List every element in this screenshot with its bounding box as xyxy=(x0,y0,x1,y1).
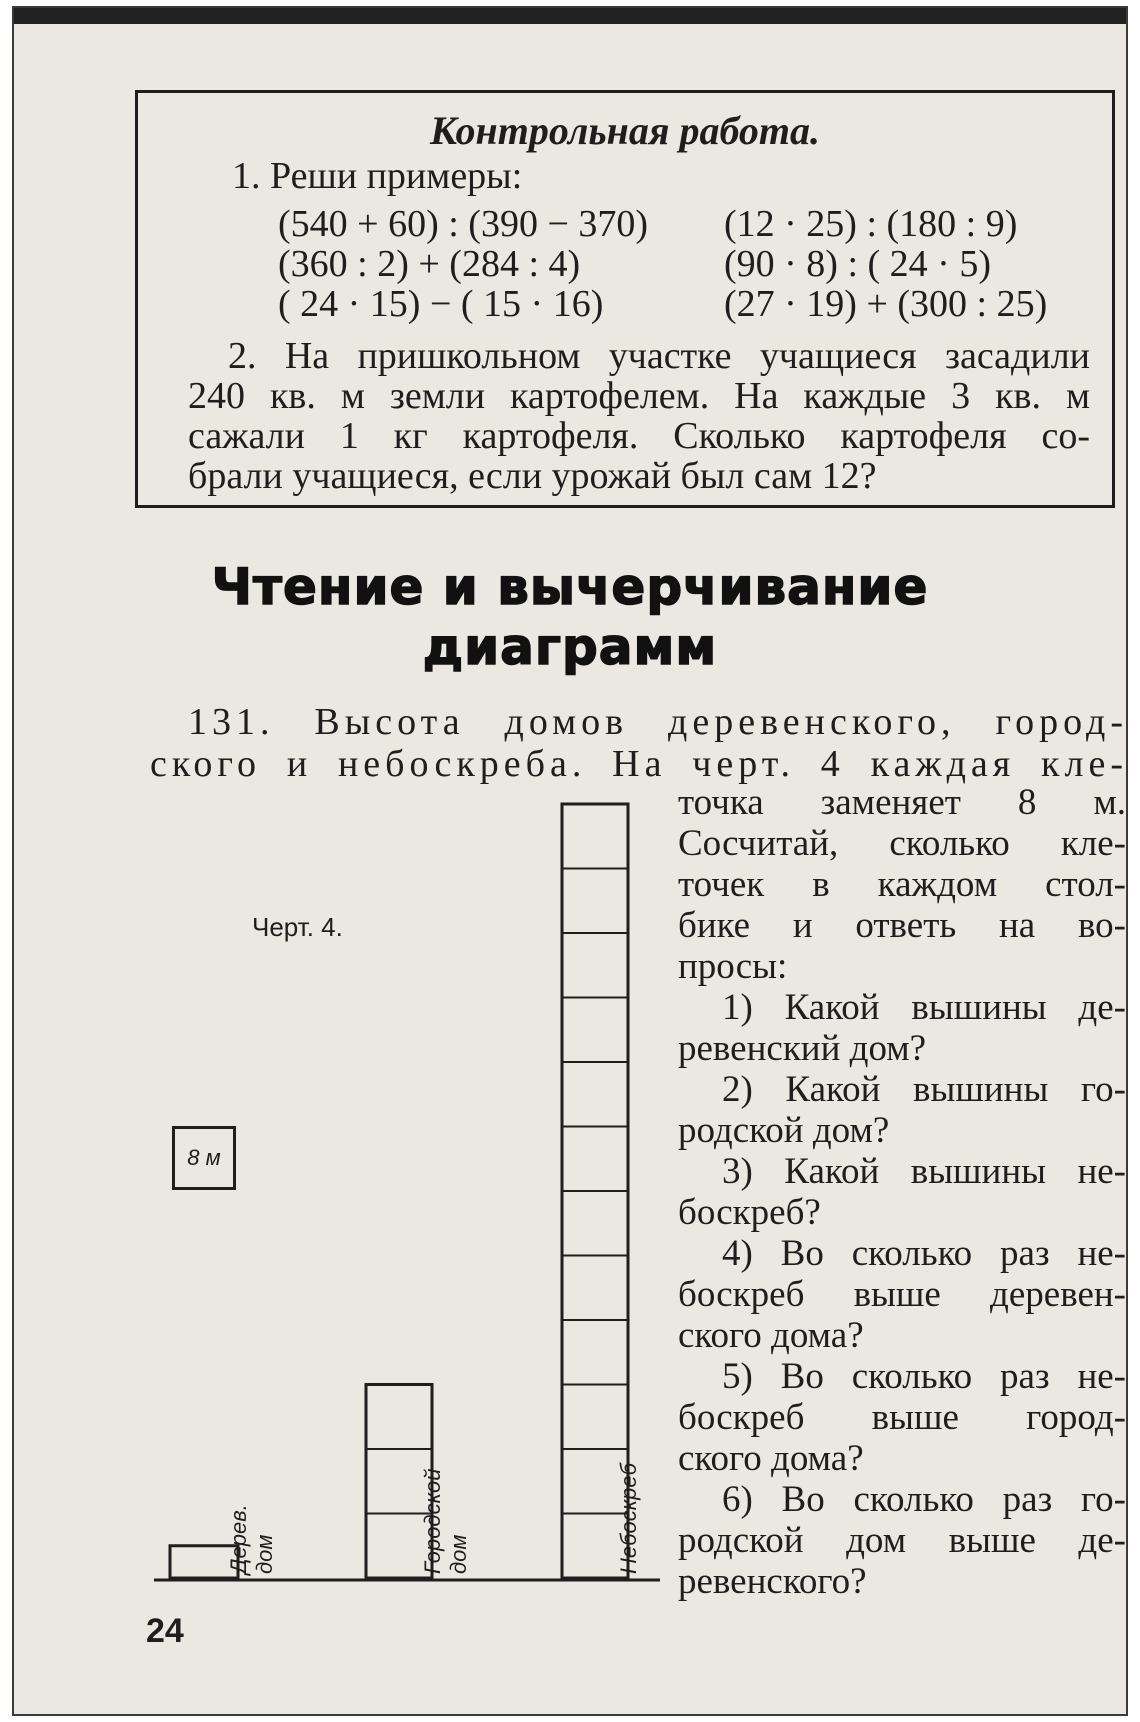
bar-label: Городской xyxy=(420,1468,445,1574)
task1-heading: 1. Реши примеры: xyxy=(232,155,523,197)
task131-intro-line-2: ского и небоскреба. На черт. 4 каждая кле- xyxy=(150,743,1128,785)
column-line: бике и ответь на во- xyxy=(678,905,1126,946)
column-line: ревенский дом? xyxy=(678,1028,927,1069)
example-row-1-left: (540 + 60) : (390 − 370) xyxy=(278,203,649,245)
column-line: боскреб выше деревен- xyxy=(678,1274,1126,1315)
section-heading-line-2: диаграмм xyxy=(422,618,718,676)
scale-legend-label: 8 м xyxy=(187,1145,221,1170)
example-row-2-left: (360 : 2) + (284 : 4) xyxy=(278,243,581,285)
task2-line-3: сажали 1 кг картофеля. Сколько картофеля со- xyxy=(188,415,1090,457)
bar-label: Небоскреб xyxy=(616,1463,641,1574)
question-2: 2) Какой вышины го- xyxy=(722,1069,1126,1110)
question-5: 5) Во сколько раз не- xyxy=(722,1356,1126,1397)
bar-label: Дерев. xyxy=(226,1504,251,1574)
question-4: 4) Во сколько раз не- xyxy=(722,1233,1126,1274)
column-line: ревенского? xyxy=(678,1561,867,1602)
section-heading-line-1: Чтение и вычерчивание xyxy=(211,558,929,616)
column-line: точка заменяет 8 м. xyxy=(678,782,1126,823)
bar-label: дом xyxy=(252,1534,277,1574)
question-1: 1) Какой вышины де- xyxy=(722,987,1126,1028)
bars-group xyxy=(170,804,641,1578)
task2-line-2: 240 кв. м земли картофелем. На каждые 3 кв. м xyxy=(188,375,1090,417)
example-row-3-right: (27 · 19) + (300 : 25) xyxy=(724,283,1048,325)
question-3: 3) Какой вышины не- xyxy=(722,1151,1126,1192)
column-line: точек в каждом стол- xyxy=(678,864,1126,905)
page-number: 24 xyxy=(146,1612,184,1650)
question-6: 6) Во сколько раз го- xyxy=(722,1479,1126,1520)
chart-caption: Черт. 4. xyxy=(252,912,343,942)
column-line: боскреб выше город- xyxy=(678,1397,1126,1438)
example-row-2-right: (90 · 8) : ( 24 · 5) xyxy=(724,243,991,285)
bar-label: дом xyxy=(446,1534,471,1574)
column-line: родской дом выше де- xyxy=(678,1520,1126,1561)
control-work-title: Контрольная работа. xyxy=(429,108,821,153)
example-row-1-right: (12 · 25) : (180 : 9) xyxy=(724,203,1018,245)
task2-line-1: 2. На пришкольном участке учащиеся засадили xyxy=(228,335,1090,377)
task131-intro-line-1: 131. Высота домов деревенского, город- xyxy=(188,701,1128,743)
column-line: боскреб? xyxy=(678,1192,821,1233)
example-row-3-left: ( 24 · 15) − ( 15 · 16) xyxy=(278,283,604,325)
column-line: ского дома? xyxy=(678,1438,864,1479)
column-line: просы: xyxy=(678,946,788,987)
column-line: ского дома? xyxy=(678,1315,864,1356)
column-line: родской дом? xyxy=(678,1110,890,1151)
column-line: Сосчитай, сколько кле- xyxy=(678,823,1126,864)
task2-line-4: брали учащиеся, если урожай был сам 12? xyxy=(188,455,877,497)
